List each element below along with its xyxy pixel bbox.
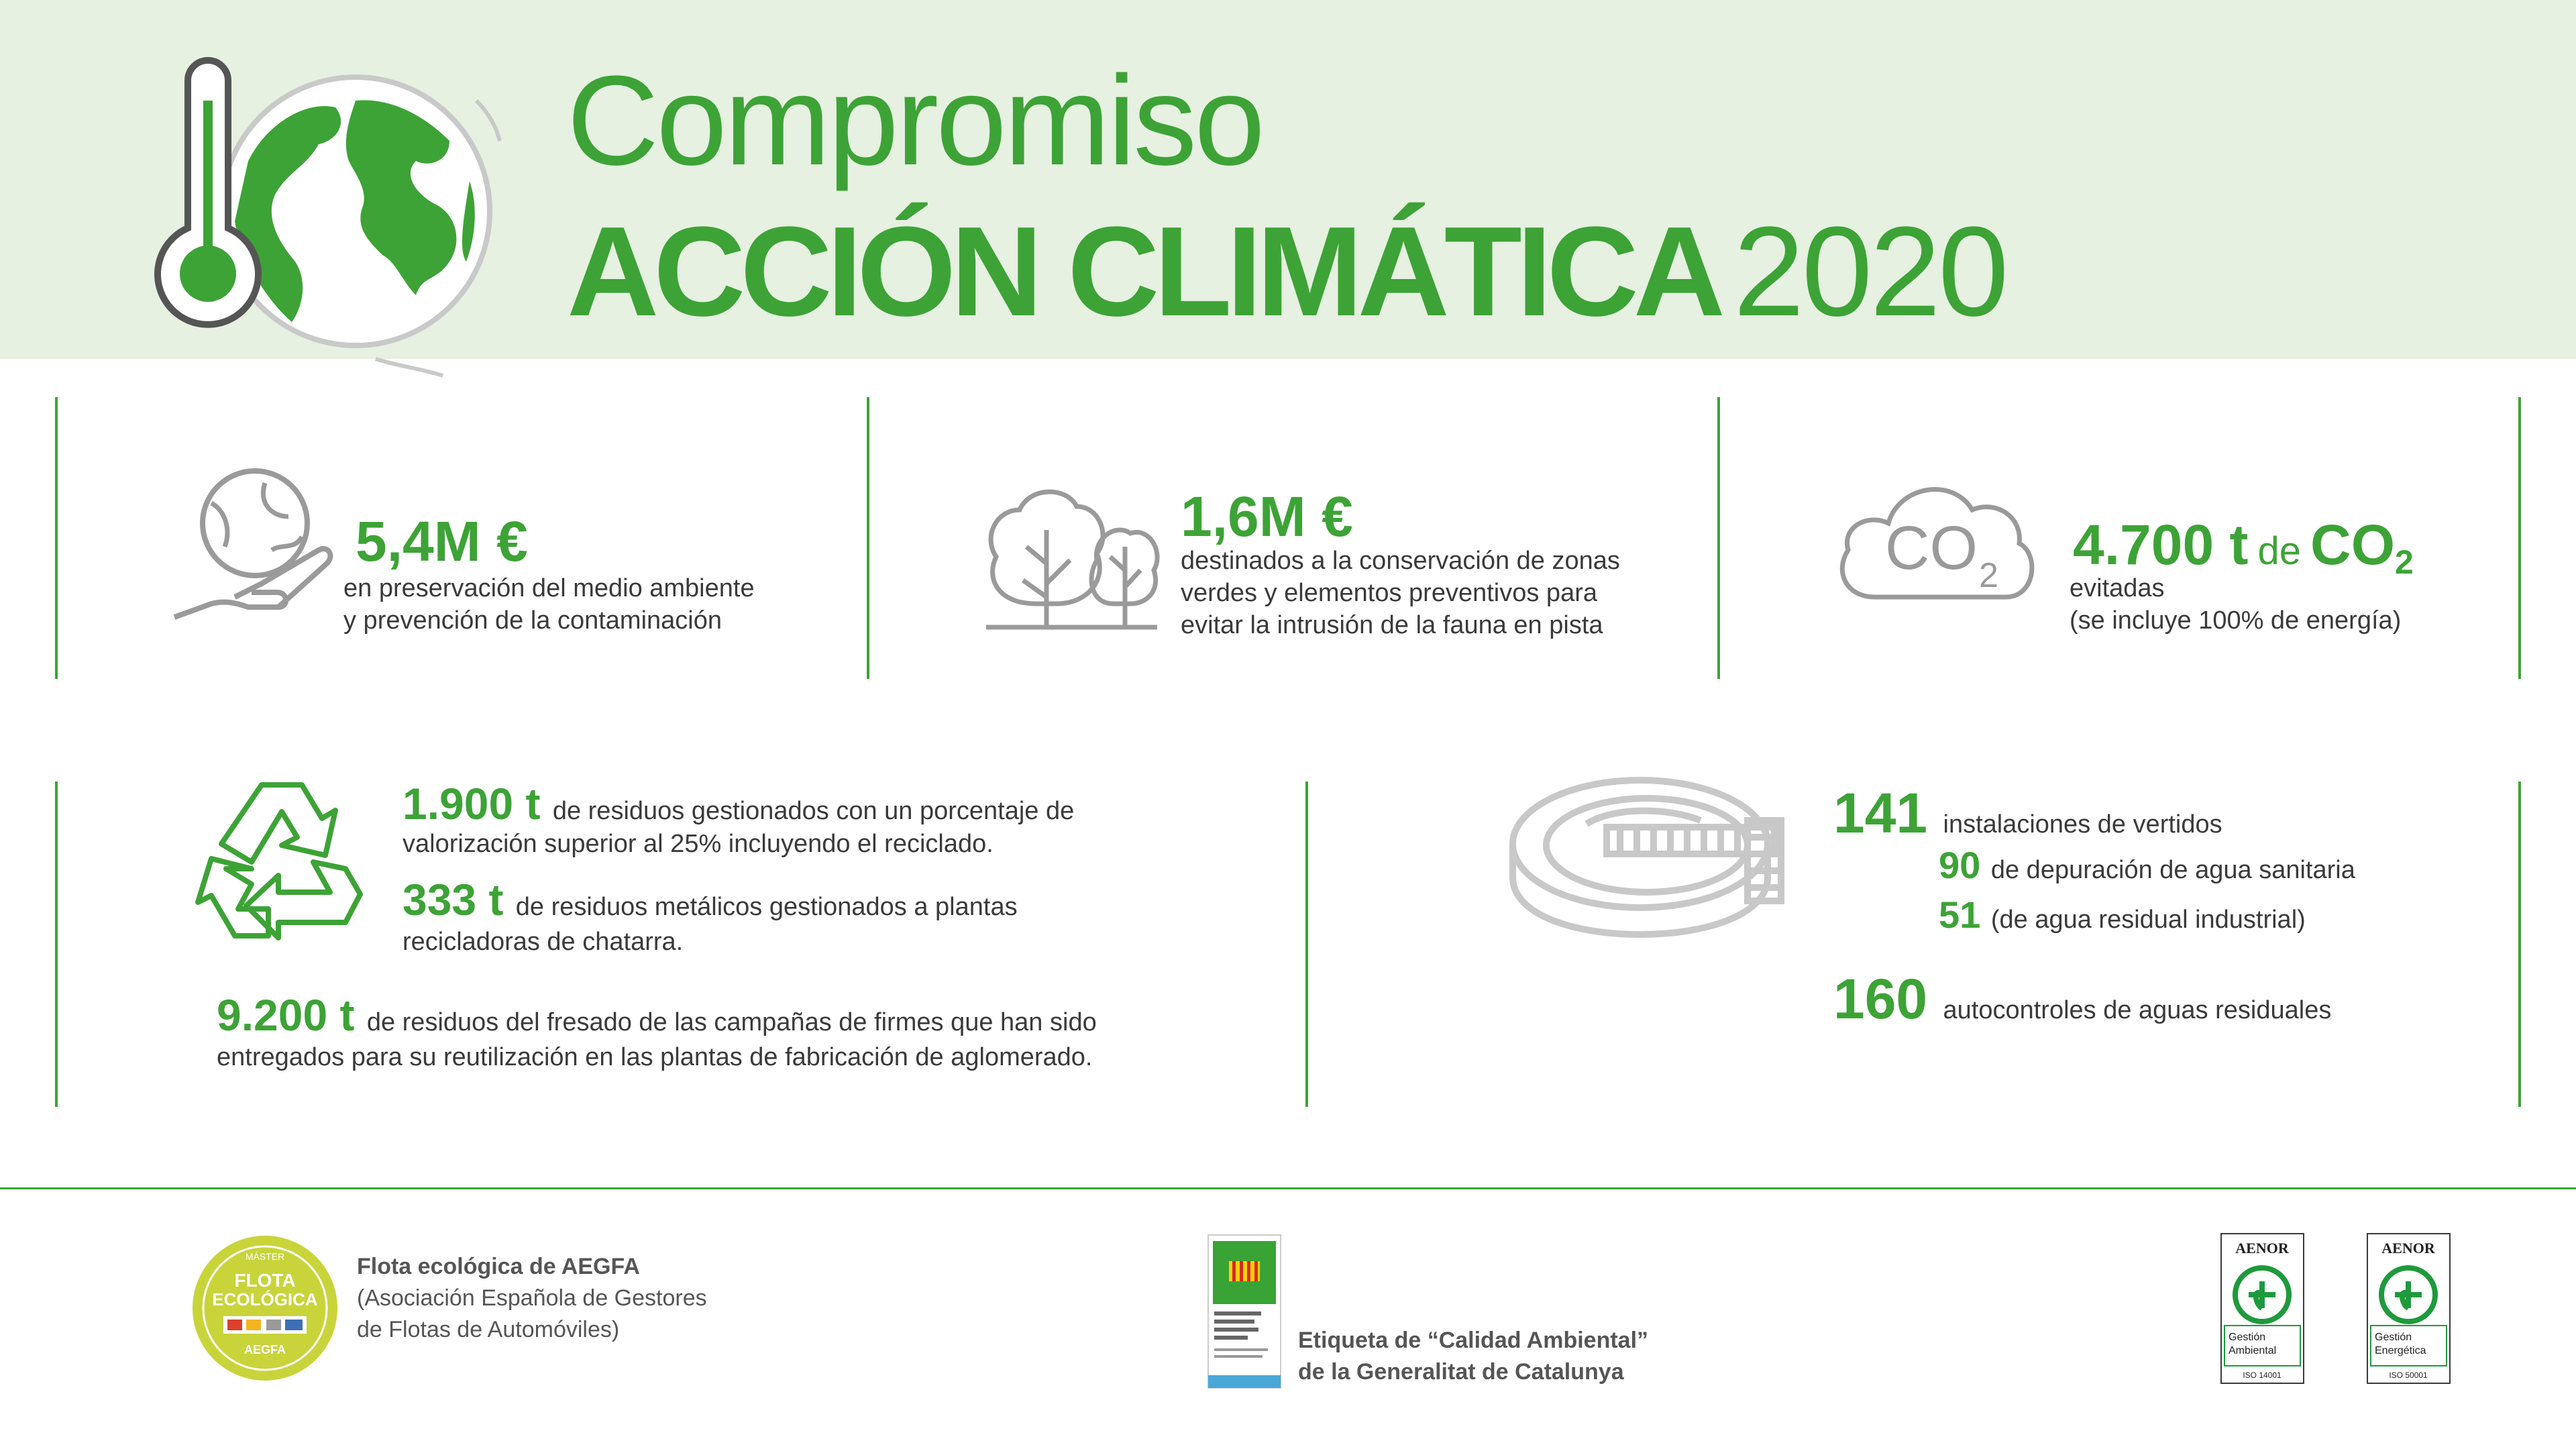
aegfa-subtitle: de Flotas de Automóviles) (357, 1317, 620, 1342)
water-text: de depuración de agua sanitaria (1990, 856, 2355, 884)
aenor-iso: ISO 14001 (2243, 1371, 2282, 1380)
aenor-line-1: Gestión (2375, 1332, 2412, 1343)
co2-unit-prefix: de (2257, 529, 2302, 573)
stat-description: en preservación del medio ambiente (343, 574, 755, 602)
water-stat-3 (1939, 896, 2306, 934)
aenor-line-2: Energética (2375, 1345, 2426, 1356)
divider (1717, 397, 1720, 679)
stat-description: verdes y elementos preventivos para (1181, 579, 1597, 607)
trees-icon (983, 483, 1161, 631)
waste-text: de residuos gestionados con un porcentaje de (552, 797, 1075, 825)
divider (2518, 782, 2521, 1107)
co2-icon-subscript: 2 (1979, 556, 1998, 595)
badge-line-2: ECOLÓGICA (212, 1289, 318, 1309)
recycle-icon (198, 778, 366, 943)
title-line-2 (567, 201, 2006, 343)
aenor-line-2: Ambiental (2229, 1345, 2277, 1356)
aenor-line-1: Gestión (2229, 1332, 2266, 1343)
water-stat-4 (1833, 967, 2332, 1030)
waste-text: valorización superior al 25% incluyendo el reciclado. (402, 830, 994, 858)
water-value: 141 (1833, 782, 1928, 845)
stat-value: 1,6M € (1181, 485, 1353, 548)
water-text: instalaciones de vertidos (1943, 810, 2222, 839)
aenor-gestion-energetica-logo (2367, 1233, 2451, 1384)
aenor-gestion-ambiental-logo (2220, 1233, 2304, 1384)
badge-top-text: MÁSTER (245, 1251, 285, 1262)
waste-stat-3 (217, 990, 1097, 1040)
catalonia-environmental-label-logo (1208, 1234, 1281, 1389)
stat-description: evitar la intrusión de la fauna en pista (1181, 611, 1603, 639)
water-value: 51 (1939, 894, 1981, 936)
stat-description: destinados a la conservación de zonas (1181, 547, 1620, 575)
waste-text: de residuos metálicos gestionados a plantas (515, 893, 1018, 921)
title-line-1: Compromiso (567, 50, 1263, 192)
water-text: (de agua residual industrial) (1990, 906, 2306, 934)
waste-stat-2 (402, 877, 1018, 922)
water-text: autocontroles de aguas residuales (1943, 996, 2332, 1024)
co2-amount: 4.700 t (2073, 513, 2249, 576)
stat-value (2073, 513, 2414, 581)
hand-globe-icon (171, 470, 332, 634)
co2-cloud-icon (1835, 476, 2043, 604)
water-treatment-tank-icon (1506, 770, 1784, 938)
stat-description: evitadas (2070, 574, 2165, 602)
waste-text: entregados para su reutilización en las plantas de fabricación de aglomerado. (217, 1043, 1093, 1071)
aegfa-flota-ecologica-badge (191, 1234, 339, 1382)
water-value: 160 (1833, 967, 1928, 1030)
aegfa-subtitle: (Asociación Española de Gestores (357, 1285, 707, 1311)
waste-text: de residuos del fresado de las campañas de firmes que han sido (366, 1008, 1097, 1036)
co2-unit: CO (2310, 513, 2396, 576)
aegfa-title: Flota ecológica de AEGFA (357, 1254, 640, 1279)
catalonia-label-text: Etiqueta de “Calidad Ambiental” (1298, 1328, 1649, 1353)
water-value: 90 (1939, 844, 1981, 886)
badge-bottom-text: AEGFA (244, 1343, 286, 1356)
aenor-brand: AENOR (2235, 1240, 2289, 1256)
divider (55, 782, 58, 1107)
co2-icon-text: CO (1885, 514, 1978, 582)
thermometer-globe-icon (134, 60, 510, 396)
co2-unit-subscript: 2 (2395, 543, 2414, 581)
stat-description: y prevención de la contaminación (343, 606, 722, 635)
stat-value: 5,4M € (356, 510, 528, 573)
water-stat-1 (1833, 782, 2222, 845)
footer-separator (0, 1187, 2576, 1189)
waste-value: 9.200 t (217, 990, 355, 1040)
water-stat-2 (1939, 844, 2355, 886)
waste-stat-1 (402, 779, 1075, 828)
title-year: 2020 (1733, 201, 2006, 343)
divider (867, 397, 869, 679)
waste-value: 333 t (402, 875, 504, 924)
divider (2518, 397, 2521, 679)
divider (1305, 782, 1308, 1107)
catalonia-label-text: de la Generalitat de Catalunya (1298, 1359, 1624, 1385)
badge-line-1: FLOTA (234, 1270, 296, 1291)
aenor-brand: AENOR (2381, 1240, 2435, 1256)
stat-description: (se incluye 100% de energía) (2070, 606, 2402, 635)
divider (55, 397, 58, 679)
aenor-iso: ISO 50001 (2389, 1371, 2428, 1380)
waste-value: 1.900 t (402, 779, 541, 828)
waste-text: recicladoras de chatarra. (402, 928, 684, 956)
title-main: ACCIÓN CLIMÁTICA (567, 201, 1721, 343)
